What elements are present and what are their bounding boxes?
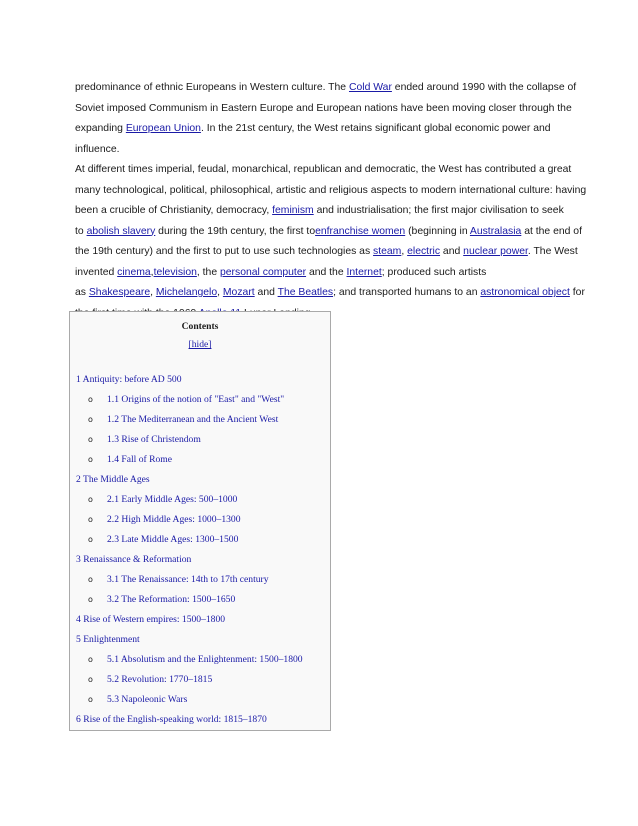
link-the-beatles[interactable]: The Beatles [277,287,334,298]
text-line [75,201,567,222]
bullet-icon: o [88,515,93,524]
toc-item-label: 1.1 Origins of the notion of "East" and "West" [107,394,285,405]
text-line [75,283,585,304]
text-segment: been a crucible of Christianity, democracy, [75,205,273,216]
toc-item[interactable] [76,470,326,490]
toc-item-label: 5.3 Napoleonic Wars [107,694,188,705]
toc-item-label: 3.1 The Renaissance: 14th to 17th century [107,574,269,585]
bullet-icon: o [88,675,93,684]
text-line: Soviet imposed Communism in Eastern Europe and European nations have been moving closer through the [75,102,572,114]
link-nuclear-power[interactable]: nuclear power [463,246,528,257]
link-shakespeare[interactable]: Shakespeare [88,287,151,298]
toc-item[interactable] [76,370,326,390]
text-line [75,222,582,243]
text-line [75,119,567,140]
bullet-icon: o [88,655,93,664]
toc-title: Contents [181,321,219,332]
link-steam[interactable]: steam [373,246,402,257]
text-segment: , [401,246,408,257]
text-segment: , [217,287,223,298]
paragraph-cold-war [75,78,577,160]
text-segment: . In the 21st century, the West retains significant global economic power and [200,123,551,134]
bullet-icon: o [88,415,93,424]
text-line: At different times imperial, feudal, monarchical, republican and democratic, the West has contributed a great [75,164,572,175]
link-enfranchise-women[interactable]: enfranchise women [315,225,406,237]
text-segment: and the [306,266,347,278]
table-of-contents [69,311,331,731]
link-australasia[interactable]: Australasia [469,225,522,237]
text-line [75,263,567,284]
bullet-icon: o [88,495,93,504]
toc-item-label: 1.4 Fall of Rome [107,454,173,465]
toc-item-label: 6 Rise of the English-speaking world: 1815–1870 [76,714,267,725]
toc-item-label: 1.3 Rise of Christendom [107,434,201,445]
text-segment: the 19th century) and the first to put to use such technologies as [75,246,374,257]
link-european-union[interactable]: European Union [125,123,201,134]
text-segment: , the [196,266,220,278]
bullet-icon: o [88,535,93,544]
link-cold-war[interactable]: Cold War [348,82,392,93]
text-line: influence. [75,143,120,155]
toc-subitem[interactable] [76,450,326,470]
text-segment: and industrialisation; the first major civilisation to seek [313,205,564,216]
toc-item[interactable] [76,550,326,570]
toc-item-label: 5 Enlightenment [76,634,140,645]
bullet-icon: o [88,575,93,584]
toc-list [76,370,326,730]
text-segment: for [569,287,585,298]
text-segment: expanding [75,123,126,134]
toc-hide-link[interactable]: [hide] [188,339,212,350]
toc-item-label: 5.2 Revolution: 1770–1815 [107,674,213,685]
text-segment: to [75,225,87,237]
bullet-icon: o [88,595,93,604]
toc-item-label: 3 Renaissance & Reformation [76,554,192,565]
text-line [75,242,578,263]
link-television[interactable]: television [153,266,197,278]
toc-subitem[interactable] [76,590,326,610]
text-segment: during the 19th century, the first to [155,225,316,237]
toc-item-label: 1 Antiquity: before AD 500 [76,374,182,385]
link-abolish-slavery[interactable]: abolish slavery [86,225,156,237]
link-cinema[interactable]: cinema [117,266,151,278]
text-line [75,78,577,99]
toc-subitem[interactable] [76,670,326,690]
text-segment: and [254,287,278,298]
text-segment: ended around 1990 with the collapse of [391,82,577,93]
text-segment: at the end of [521,225,582,237]
toc-subitem[interactable] [76,410,326,430]
bullet-icon: o [88,395,93,404]
text-segment: , [150,287,156,298]
toc-item-label: 2.2 High Middle Ages: 1000–1300 [107,514,241,525]
toc-subitem[interactable] [76,530,326,550]
link-internet[interactable]: Internet [346,266,382,278]
toc-subitem[interactable] [76,690,326,710]
text-segment: ; produced such artists [381,266,487,278]
toc-item-label: 1.2 The Mediterranean and the Ancient West [107,414,279,425]
text-segment: . The West [527,246,578,257]
link-personal-computer[interactable]: personal computer [220,266,307,278]
toc-item-label: 5.1 Absolutism and the Enlightenment: 1500–1800 [107,654,303,665]
text-segment: and [440,246,464,257]
toc-hide-toggle [70,339,330,350]
toc-item[interactable] [76,630,326,650]
toc-item-label: 2 The Middle Ages [76,474,150,485]
text-segment: , [150,266,154,278]
text-segment: predominance of ethnic Europeans in Western culture. The [75,82,349,93]
toc-item-label: 3.2 The Reformation: 1500–1650 [107,594,236,605]
bullet-icon: o [88,435,93,444]
paragraph-western-contributions [75,160,587,324]
text-segment: ; and transported humans to an [333,287,481,298]
toc-item-label: 2.3 Late Middle Ages: 1300–1500 [107,534,239,545]
text-segment: (beginning in [405,225,470,237]
toc-item-label: 4 Rise of Western empires: 1500–1800 [76,614,226,625]
toc-item-label: 2.1 Early Middle Ages: 500–1000 [107,494,238,505]
toc-subitem[interactable] [76,390,326,410]
toc-subitem[interactable] [76,490,326,510]
link-mozart[interactable]: Mozart [222,287,255,298]
text-line: many technological, political, philosophical, artistic and religious aspects to modern international culture: having [75,184,587,196]
bullet-icon: o [88,695,93,704]
bullet-icon: o [88,455,93,464]
toc-subitem[interactable] [76,650,326,670]
link-electric[interactable]: electric [407,246,441,257]
text-segment: invented [75,266,118,278]
link-michelangelo[interactable]: Michelangelo [155,287,218,298]
toc-subitem[interactable] [76,430,326,450]
toc-subitem[interactable] [76,510,326,530]
toc-subitem[interactable] [76,570,326,590]
toc-item[interactable] [76,710,326,730]
toc-item[interactable] [76,610,326,630]
link-astronomical-object[interactable]: astronomical object [480,287,570,298]
link-feminism[interactable]: feminism [272,205,314,216]
text-segment: as [75,287,89,298]
